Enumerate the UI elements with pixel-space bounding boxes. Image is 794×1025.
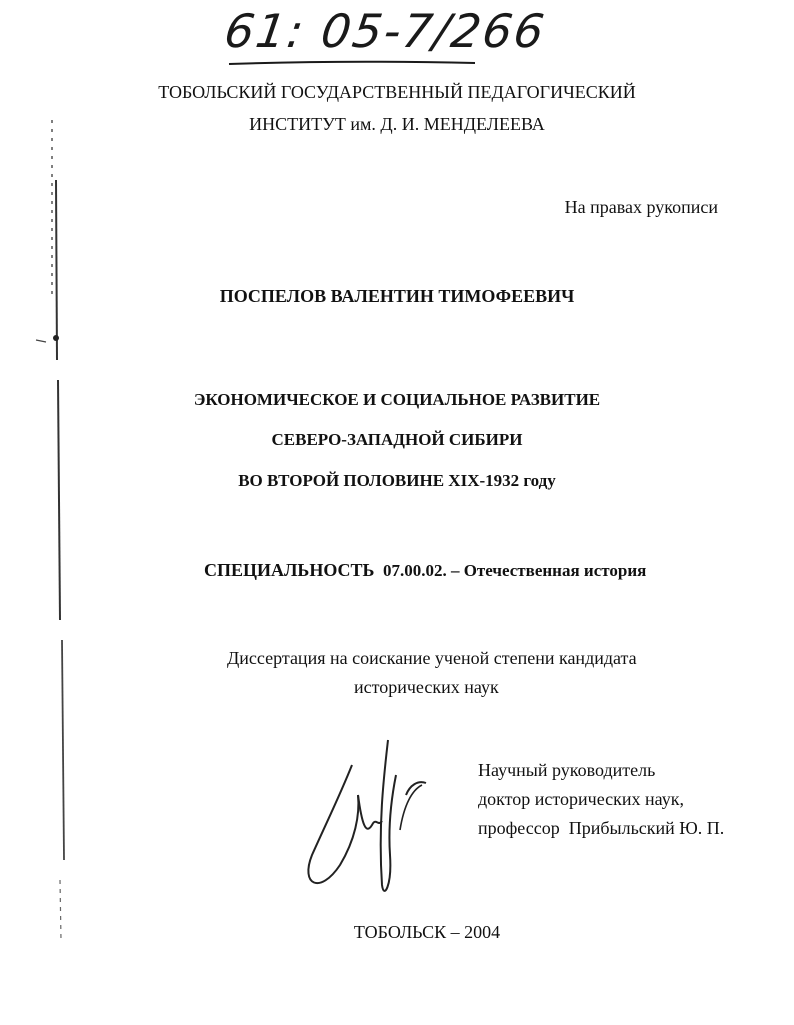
signature — [300, 735, 440, 910]
supervisor-line-3: профессор Прибыльский Ю. П. — [478, 818, 725, 838]
binding-scan-marks — [0, 0, 80, 1025]
city-year: ТОБОЛЬСК – 2004 — [353, 922, 501, 942]
archive-code-underline — [225, 58, 485, 70]
manuscript-note: На правах рукописи — [564, 197, 718, 217]
specialty-code: 07.00.02. – Отечественная история — [382, 561, 647, 580]
supervisor-line-1: Научный руководитель — [478, 760, 656, 780]
degree-line-1: Диссертация на соискание ученой степени кандидата — [227, 648, 637, 668]
title-line-3: ВО ВТОРОЙ ПОЛОВИНЕ XIX-1932 году — [238, 471, 556, 490]
author-name: ПОСПЕЛОВ ВАЛЕНТИН ТИМОФЕЕВИЧ — [219, 286, 575, 306]
institution-line-2: ИНСТИТУТ им. Д. И. МЕНДЕЛЕЕВА — [249, 114, 545, 134]
title-line-1: ЭКОНОМИЧЕСКОЕ И СОЦИАЛЬНОЕ РАЗВИТИЕ — [193, 390, 601, 409]
supervisor-line-2: доктор исторических наук, — [478, 789, 684, 809]
degree-line-2: исторических наук — [354, 677, 499, 697]
institution-line-1: ТОБОЛЬСКИЙ ГОСУДАРСТВЕННЫЙ ПЕДАГОГИЧЕСКИЙ — [158, 82, 636, 102]
archive-code-handwritten: 61: 05-7/266 — [221, 4, 550, 58]
specialty-label: СПЕЦИАЛЬНОСТЬ — [204, 560, 375, 580]
specialty-line — [204, 560, 646, 581]
title-line-2: СЕВЕРО-ЗАПАДНОЙ СИБИРИ — [271, 430, 523, 449]
